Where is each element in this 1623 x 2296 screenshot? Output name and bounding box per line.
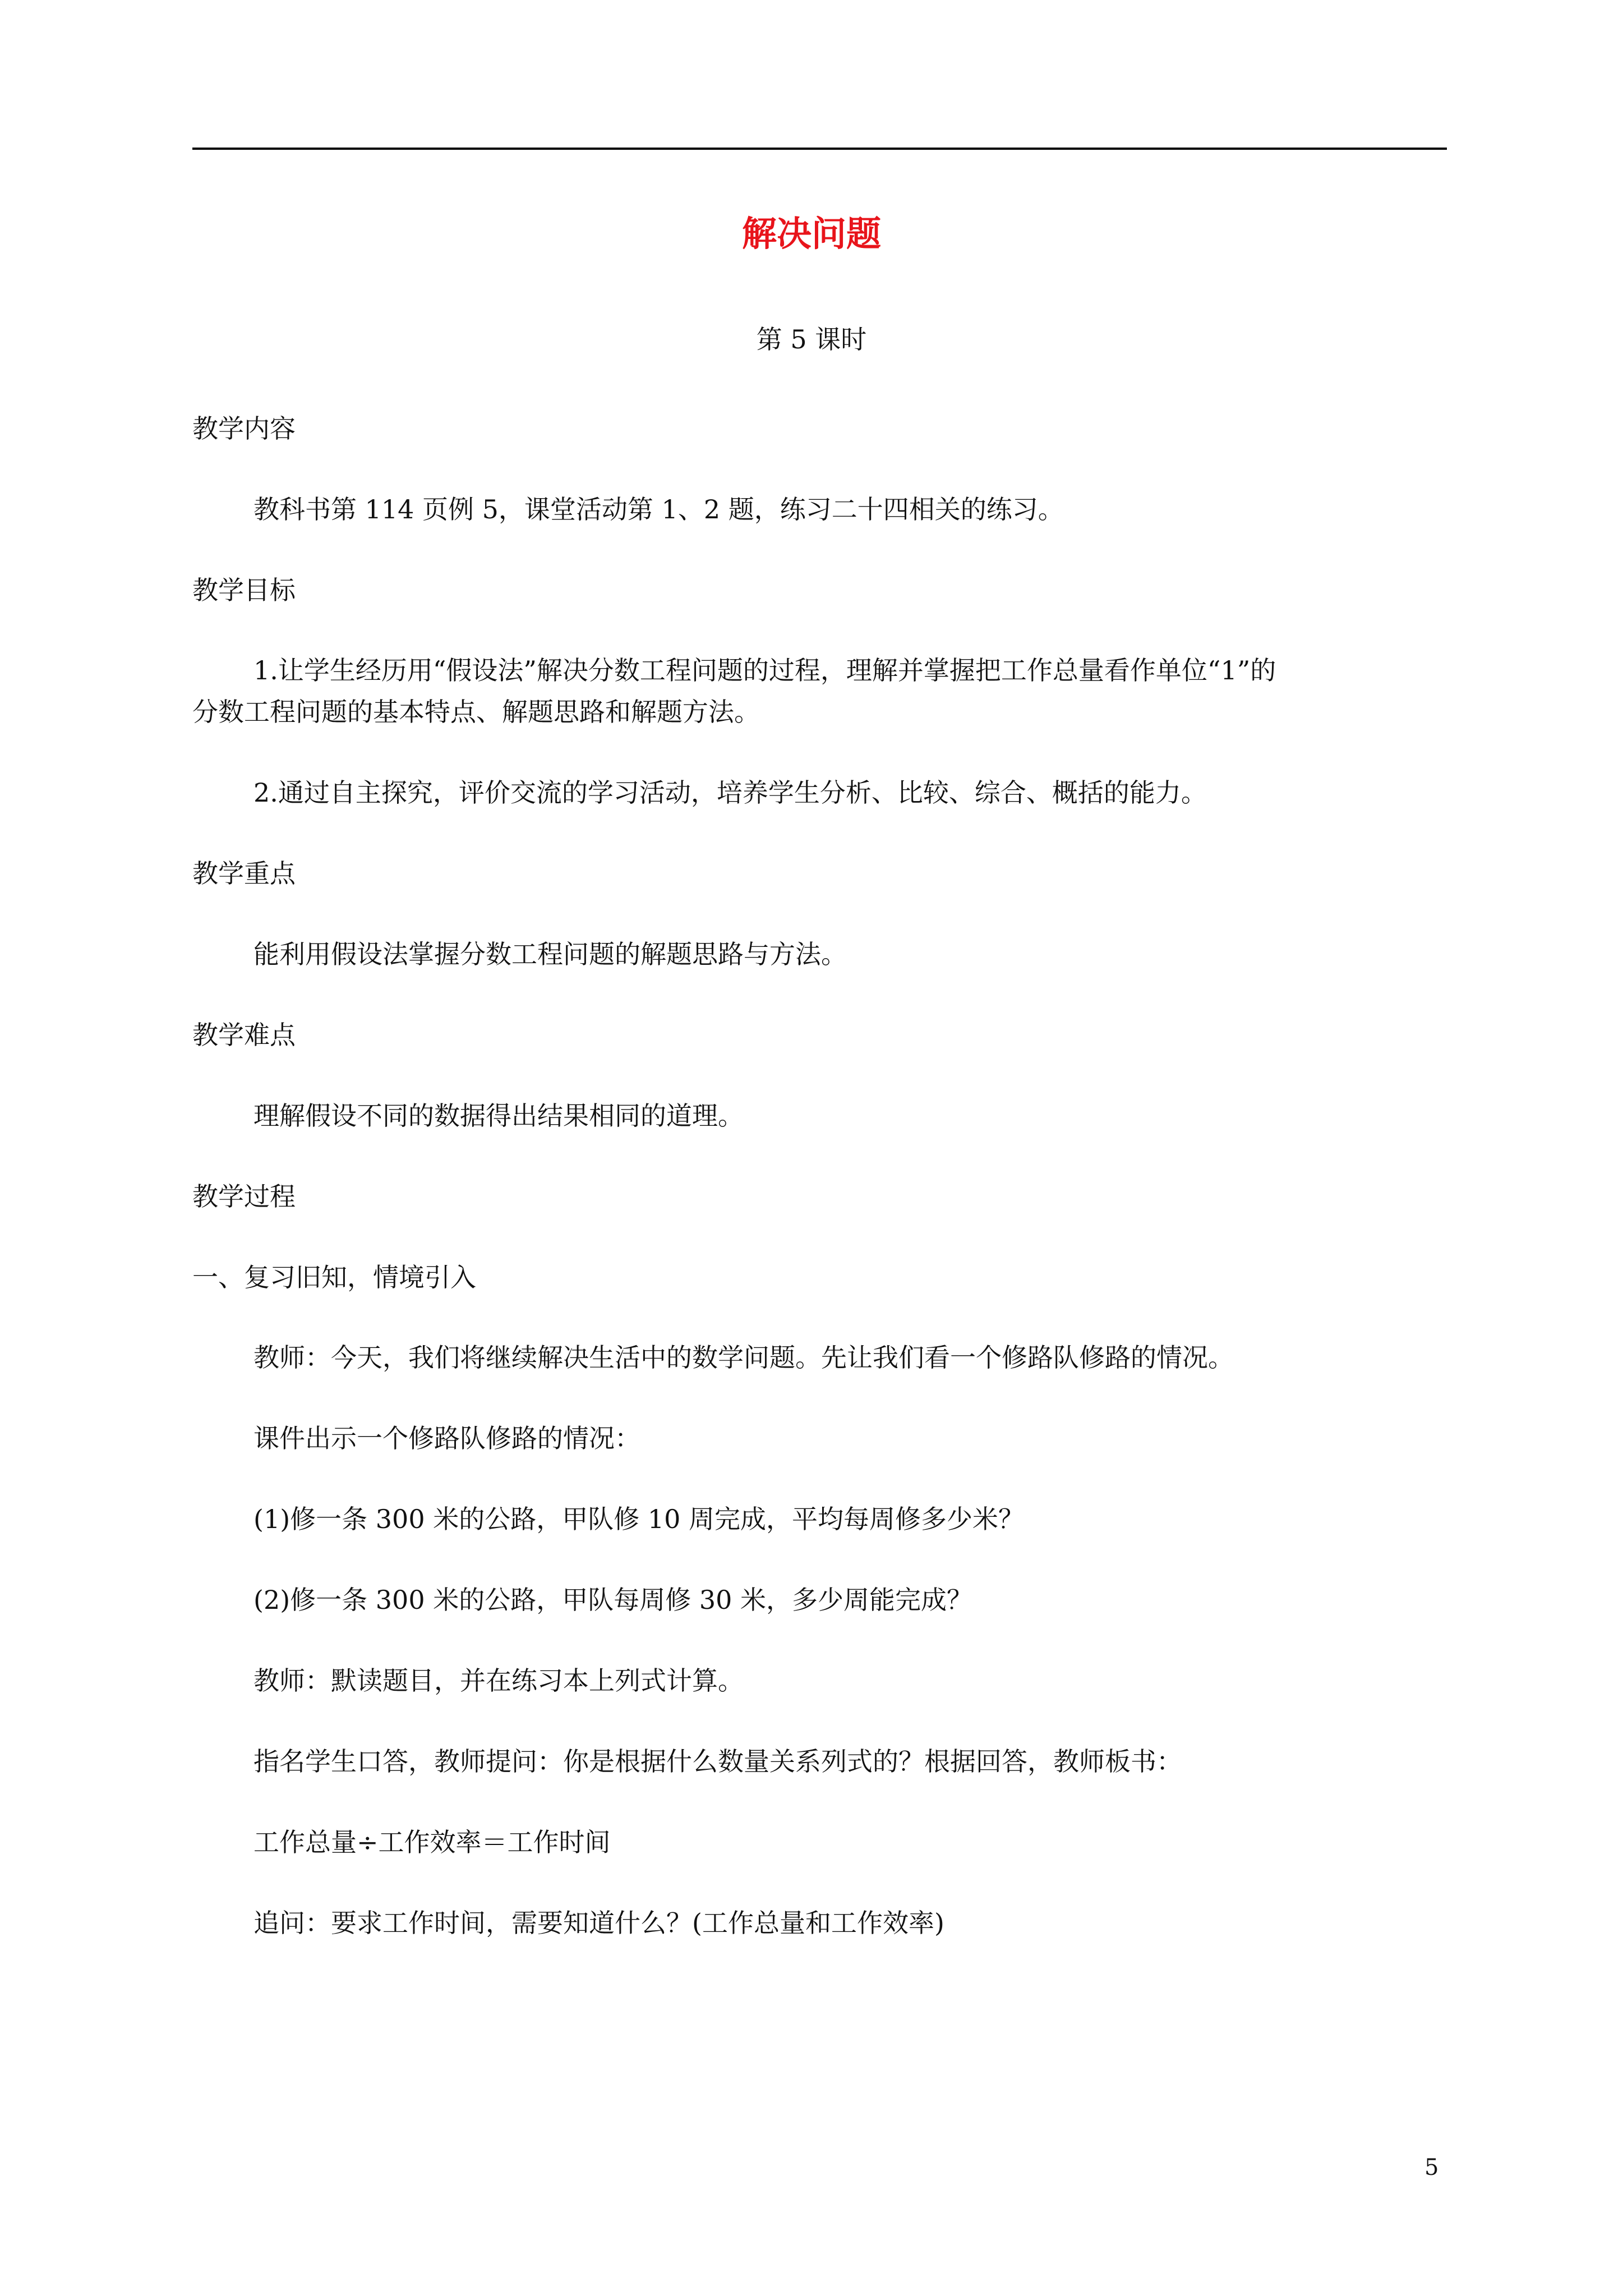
section-heading-difficulty: 教学难点 [192,1020,296,1050]
paragraph-follow-up: 追问：要求工作时间，需要知道什么？(工作总量和工作效率) [253,1908,944,1938]
formula-work-time: 工作总量÷工作效率＝工作时间 [253,1827,611,1857]
header-rule [192,148,1447,150]
goal-1-line-1: 1.让学生经历用“假设法”解决分数工程问题的过程，理解并掌握把工作总量看作单位“1”的 [253,655,1276,685]
page-number: 5 [1424,2155,1439,2180]
section-heading-key-point: 教学重点 [192,858,296,889]
section-heading-content: 教学内容 [192,413,296,444]
goal-1-line-2: 分数工程问题的基本特点、解题思路和解题方法。 [192,697,760,727]
section-heading-goals: 教学目标 [192,575,296,605]
goal-2: 2.通过自主探究，评价交流的学习活动，培养学生分析、比较、综合、概括的能力。 [253,777,1207,808]
document-title: 解决问题 [741,213,881,254]
paragraph-courseware: 课件出示一个修路队修路的情况： [253,1423,640,1453]
section-heading-process: 教学过程 [192,1181,296,1212]
key-point-text: 能利用假设法掌握分数工程问题的解题思路与方法。 [253,939,847,969]
problem-2: (2)修一条 300 米的公路，甲队每周修 30 米，多少周能完成？ [253,1585,972,1615]
lesson-number: 第 5 课时 [756,324,867,355]
problem-1: (1)修一条 300 米的公路，甲队修 10 周完成，平均每周修多少米？ [253,1504,1024,1534]
paragraph-teacher-intro: 教师：今天，我们将继续解决生活中的数学问题。先让我们看一个修路队修路的情况。 [253,1342,1234,1373]
paragraph-read-silently: 教师：默读题目，并在练习本上列式计算。 [253,1665,744,1696]
content-text: 教科书第 114 页例 5，课堂活动第 1、2 题，练习二十四相关的练习。 [253,494,1064,524]
difficulty-text: 理解假设不同的数据得出结果相同的道理。 [253,1101,744,1131]
paragraph-oral-answer: 指名学生口答，教师提问：你是根据什么数量关系列式的？根据回答，教师板书： [253,1746,1182,1777]
step-1-heading: 一、复习旧知，情境引入 [192,1262,476,1292]
